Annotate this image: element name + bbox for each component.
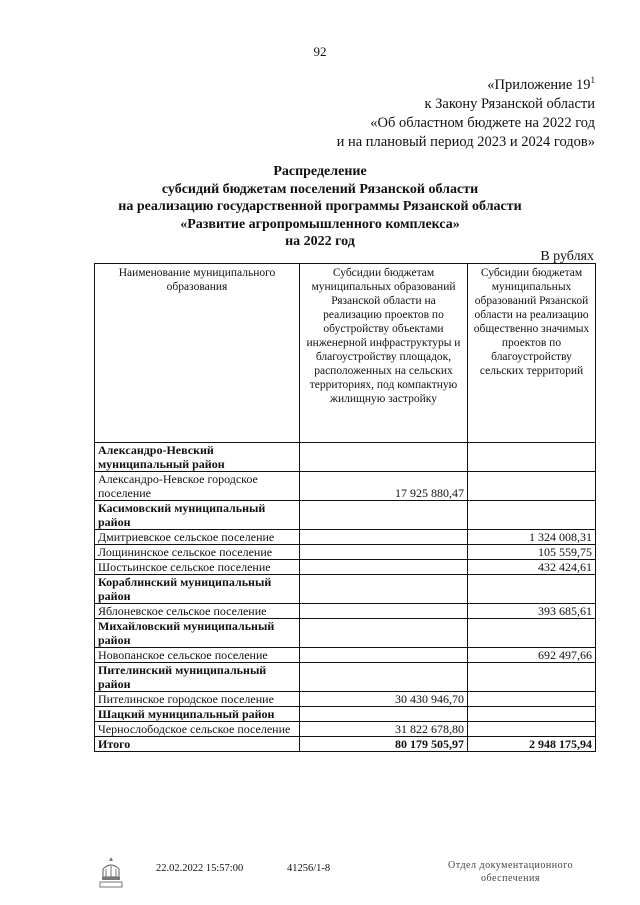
cell-improvement-amount xyxy=(468,692,596,707)
district-row xyxy=(95,575,596,604)
appendix-header xyxy=(337,76,595,152)
total-improvement-amount: 2 948 175,94 xyxy=(468,737,596,752)
table-row xyxy=(95,692,596,707)
table-row xyxy=(95,530,596,545)
cell-name: Касимовский муниципальный район xyxy=(95,501,300,530)
cell-improvement-amount: 393 685,61 xyxy=(468,604,596,619)
table-row xyxy=(95,648,596,663)
district-row xyxy=(95,707,596,722)
cell-infrastructure-amount xyxy=(300,648,468,663)
title-line-4: «Развитие агропромышленного комплекса» xyxy=(180,216,460,232)
cell-name: Дмитриевское сельское поселение xyxy=(95,530,300,545)
cell-name: Александро-Невское городское поселение xyxy=(95,472,300,501)
appendix-line-4: и на плановый период 2023 и 2024 годов» xyxy=(336,134,595,150)
footer-dept-line-2: обеспечения xyxy=(481,873,540,884)
title-line-3: на реализацию государственной программы Рязанской области xyxy=(118,199,522,214)
cell-infrastructure-amount: 31 822 678,80 xyxy=(300,722,468,737)
cell-improvement-amount xyxy=(468,501,596,530)
subsidy-table xyxy=(94,263,596,752)
cell-name: Пителинское городское поселение xyxy=(95,692,300,707)
document-title xyxy=(0,163,640,251)
header-municipality: Наименование муниципального образования xyxy=(95,264,300,443)
cell-infrastructure-amount xyxy=(300,707,468,722)
total-row xyxy=(95,737,596,752)
table-header-row xyxy=(95,264,596,443)
cell-improvement-amount xyxy=(468,619,596,648)
cell-name: Кораблинский муниципальный район xyxy=(95,575,300,604)
cell-improvement-amount xyxy=(468,722,596,737)
cell-infrastructure-amount xyxy=(300,560,468,575)
cell-improvement-amount: 692 497,66 xyxy=(468,648,596,663)
duma-emblem-icon xyxy=(97,855,125,891)
cell-improvement-amount: 432 424,61 xyxy=(468,560,596,575)
table-row xyxy=(95,560,596,575)
appendix-line-1: «Приложение $19^1$ xyxy=(487,75,595,93)
footer-date: 22.02.2022 15:57:00 xyxy=(156,863,244,874)
cell-name: Чернослободское сельское поселение xyxy=(95,722,300,737)
cell-name: Пителинский муниципальный район xyxy=(95,663,300,692)
cell-infrastructure-amount xyxy=(300,443,468,472)
cell-infrastructure-amount xyxy=(300,530,468,545)
cell-name: Яблоневское сельское поселение xyxy=(95,604,300,619)
district-row xyxy=(95,501,596,530)
cell-infrastructure-amount xyxy=(300,575,468,604)
table-row xyxy=(95,472,596,501)
title-line-5: на 2022 год xyxy=(285,234,355,249)
title-line-2: субсидий бюджетам поселений Рязанской области xyxy=(161,181,479,197)
footer-doc-number: 41256/1-8 xyxy=(287,863,331,874)
cell-improvement-amount xyxy=(468,707,596,722)
cell-infrastructure-amount xyxy=(300,501,468,530)
appendix-line-2: к Закону Рязанской области xyxy=(424,96,595,112)
footer-department-stamp xyxy=(448,859,573,885)
cell-improvement-amount: 1 324 008,31 xyxy=(468,530,596,545)
footer-dept-line-1: Отдел документационного xyxy=(448,860,573,871)
header-improvement-subsidy: Субсидии бюджетам муниципальных образований Рязанской области на реализацию общественно значимых проектов по благоустройству сельских территорий xyxy=(468,264,596,443)
cell-name: Новопанское сельское поселение xyxy=(95,648,300,663)
total-infrastructure-amount: 80 179 505,97 xyxy=(300,737,468,752)
cell-name: Лощининское сельское поселение xyxy=(95,545,300,560)
district-row xyxy=(95,663,596,692)
table-row xyxy=(95,722,596,737)
total-label: Итого xyxy=(95,737,300,752)
cell-infrastructure-amount xyxy=(300,604,468,619)
appendix-superscript: 1 xyxy=(590,75,595,86)
cell-infrastructure-amount: 17 925 880,47 xyxy=(300,472,468,501)
cell-infrastructure-amount xyxy=(300,619,468,648)
cell-improvement-amount xyxy=(468,663,596,692)
cell-improvement-amount xyxy=(468,575,596,604)
cell-infrastructure-amount xyxy=(300,663,468,692)
cell-improvement-amount xyxy=(468,443,596,472)
cell-name: Шостьинское сельское поселение xyxy=(95,560,300,575)
cell-name: Шацкий муниципальный район xyxy=(95,707,300,722)
appendix-line-3: «Об областном бюджете на 2022 год xyxy=(370,115,595,131)
cell-infrastructure-amount: 30 430 946,70 xyxy=(300,692,468,707)
footer xyxy=(0,855,640,895)
title-line-1: Распределение xyxy=(273,164,367,179)
page-number: 92 xyxy=(313,44,327,59)
cell-improvement-amount: 105 559,75 xyxy=(468,545,596,560)
district-row xyxy=(95,619,596,648)
table-row xyxy=(95,545,596,560)
cell-infrastructure-amount xyxy=(300,545,468,560)
table-row xyxy=(95,604,596,619)
cell-name: Михайловский муниципальный район xyxy=(95,619,300,648)
currency-unit: В рублях xyxy=(540,249,594,264)
header-infrastructure-subsidy: Субсидии бюджетам муниципальных образований Рязанской области на реализацию проектов по обустройству объектами инженерной инфраструктуры и благоустройству площадок, расположенных на сельских территориях, под компактную жилищную застройку xyxy=(300,264,468,443)
cell-improvement-amount xyxy=(468,472,596,501)
district-row xyxy=(95,443,596,472)
cell-name: Александро-Невский муниципальный район xyxy=(95,443,300,472)
